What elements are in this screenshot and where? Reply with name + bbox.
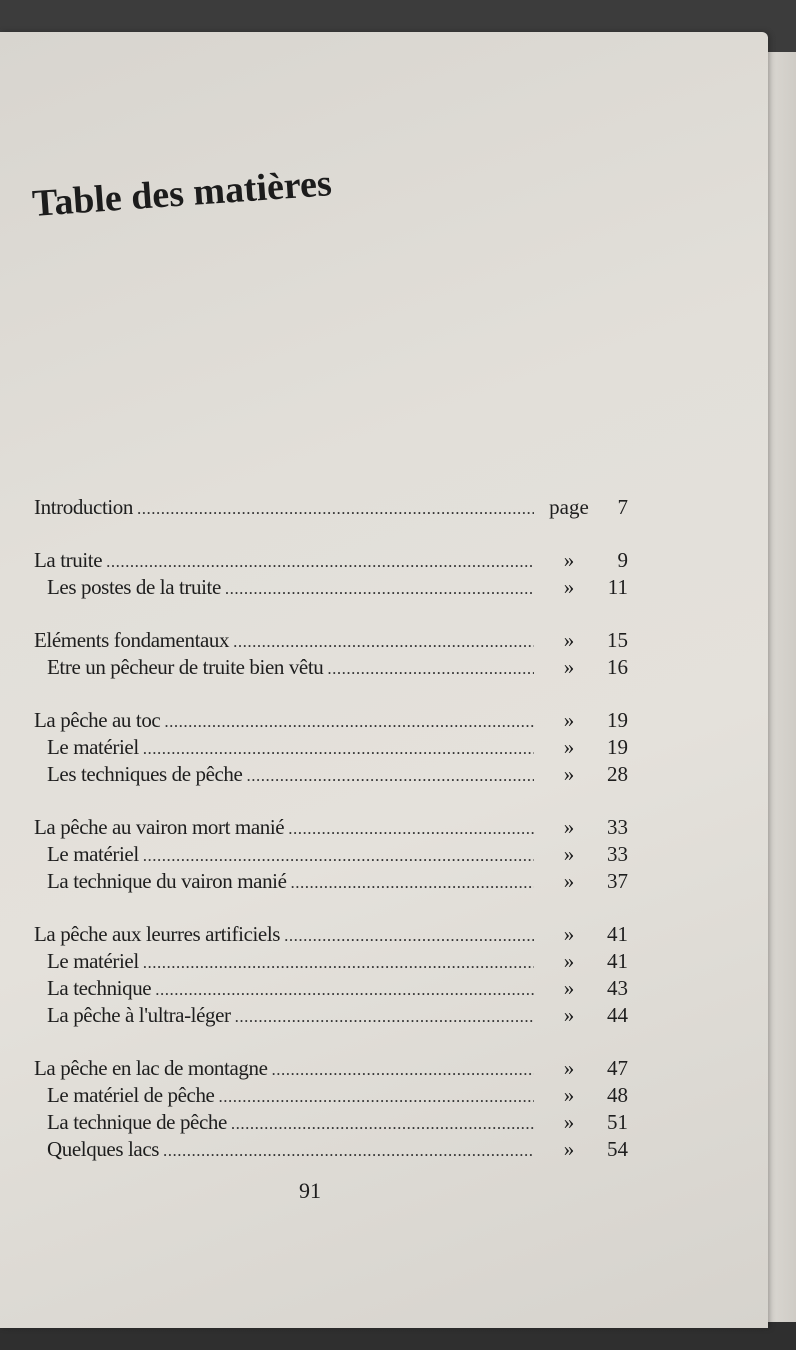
entry-page-number: 47 xyxy=(607,1056,628,1080)
dot-leader xyxy=(272,1056,535,1083)
dot-leader xyxy=(106,548,534,575)
toc-subentry xyxy=(34,1082,628,1109)
dot-leader xyxy=(218,1083,534,1110)
toc-section xyxy=(34,547,628,601)
dot-leader xyxy=(235,1003,534,1030)
toc-subentry xyxy=(34,1136,628,1163)
entry-title: Le matériel de pêche xyxy=(47,1083,215,1107)
toc-subentry xyxy=(34,654,628,681)
entry-title: Le matériel xyxy=(47,949,139,973)
page-number: 91 xyxy=(299,1178,321,1203)
page-word: page xyxy=(549,495,589,519)
entry-title: La technique du vairon manié xyxy=(47,869,287,893)
entry-title: Les postes de la truite xyxy=(47,575,221,599)
toc-subentry xyxy=(34,1109,628,1136)
entry-title: Le matériel xyxy=(47,842,139,866)
toc-entry xyxy=(34,707,628,734)
dot-leader xyxy=(284,922,534,949)
ditto-mark: » xyxy=(563,655,575,679)
toc-entry xyxy=(34,814,628,841)
entry-page-number: 11 xyxy=(607,575,628,599)
ditto-mark: » xyxy=(563,922,575,946)
entry-title: La technique de pêche xyxy=(47,1110,227,1134)
ditto-mark: » xyxy=(563,1083,575,1107)
entry-page-number: 37 xyxy=(607,869,628,893)
entry-page-number: 19 xyxy=(607,708,628,732)
entry-page-number: 15 xyxy=(607,628,628,652)
entry-page-number: 33 xyxy=(607,842,628,866)
entry-title: Etre un pêcheur de truite bien vêtu xyxy=(47,655,324,679)
entry-page-number: 48 xyxy=(607,1083,628,1107)
ditto-mark: » xyxy=(563,1137,575,1161)
dot-leader xyxy=(327,655,534,682)
dot-leader xyxy=(143,842,534,869)
entry-page-number: 44 xyxy=(607,1003,628,1027)
entry-page-number: 9 xyxy=(617,548,628,572)
ditto-mark: » xyxy=(563,548,575,572)
toc-section xyxy=(34,707,628,788)
ditto-mark: » xyxy=(563,735,575,759)
entry-page-number: 7 xyxy=(617,495,628,519)
toc-section xyxy=(34,627,628,681)
dot-leader xyxy=(246,762,534,789)
toc-subentry xyxy=(34,975,628,1002)
dot-leader xyxy=(155,976,534,1003)
toc-section xyxy=(34,494,628,521)
entry-title: La pêche à l'ultra-léger xyxy=(47,1003,231,1027)
toc-section xyxy=(34,814,628,895)
toc-section xyxy=(34,921,628,1029)
entry-page-number: 43 xyxy=(607,976,628,1000)
entry-title: Introduction xyxy=(34,495,134,519)
dot-leader xyxy=(137,495,534,522)
dot-leader xyxy=(288,815,534,842)
entry-title: La pêche en lac de montagne xyxy=(34,1056,268,1080)
entry-title: Quelques lacs xyxy=(47,1137,160,1161)
ditto-mark: » xyxy=(563,869,575,893)
toc-subentry xyxy=(34,761,628,788)
ditto-mark: » xyxy=(563,1056,575,1080)
entry-page-number: 41 xyxy=(607,922,628,946)
ditto-mark: » xyxy=(563,949,575,973)
ditto-mark: » xyxy=(563,628,575,652)
ditto-mark: » xyxy=(563,815,575,839)
entry-page-number: 33 xyxy=(607,815,628,839)
toc-subentry xyxy=(34,841,628,868)
entry-title: La pêche au vairon mort manié xyxy=(34,815,285,839)
toc-subentry xyxy=(34,734,628,761)
ditto-mark: » xyxy=(563,708,575,732)
dot-leader xyxy=(225,575,534,602)
toc-entry xyxy=(34,627,628,654)
toc-section xyxy=(34,1055,628,1163)
ditto-mark: » xyxy=(563,1110,575,1134)
toc-subentry xyxy=(34,868,628,895)
dot-leader xyxy=(164,708,534,735)
entry-page-number: 16 xyxy=(607,655,628,679)
entry-title: Les techniques de pêche xyxy=(47,762,243,786)
entry-title: Eléments fondamentaux xyxy=(34,628,230,652)
entry-page-number: 19 xyxy=(607,735,628,759)
page-title: Table des matières xyxy=(31,162,333,226)
dot-leader xyxy=(143,949,534,976)
ditto-mark: » xyxy=(563,575,575,599)
dot-leader xyxy=(291,869,534,896)
toc-entry xyxy=(34,921,628,948)
ditto-mark: » xyxy=(563,976,575,1000)
toc-subentry xyxy=(34,1002,628,1029)
dot-leader xyxy=(143,735,534,762)
entry-page-number: 41 xyxy=(607,949,628,973)
ditto-mark: » xyxy=(563,1003,575,1027)
toc-subentry xyxy=(34,574,628,601)
dot-leader xyxy=(231,1110,534,1137)
ditto-mark: » xyxy=(563,842,575,866)
entry-title: La pêche aux leurres artificiels xyxy=(34,922,281,946)
book-page xyxy=(0,32,768,1328)
entry-page-number: 54 xyxy=(607,1137,628,1161)
toc-entry xyxy=(34,1055,628,1082)
entry-page-number: 51 xyxy=(607,1110,628,1134)
entry-title: Le matériel xyxy=(47,735,139,759)
toc-subentry xyxy=(34,948,628,975)
entry-title: La pêche au toc xyxy=(34,708,161,732)
ditto-mark: » xyxy=(563,762,575,786)
entry-page-number: 28 xyxy=(607,762,628,786)
dot-leader xyxy=(163,1137,534,1164)
dot-leader xyxy=(233,628,534,655)
entry-title: La technique xyxy=(47,976,152,1000)
toc-entry xyxy=(34,494,628,521)
table-of-contents xyxy=(34,494,628,1189)
entry-title: La truite xyxy=(34,548,103,572)
toc-entry xyxy=(34,547,628,574)
